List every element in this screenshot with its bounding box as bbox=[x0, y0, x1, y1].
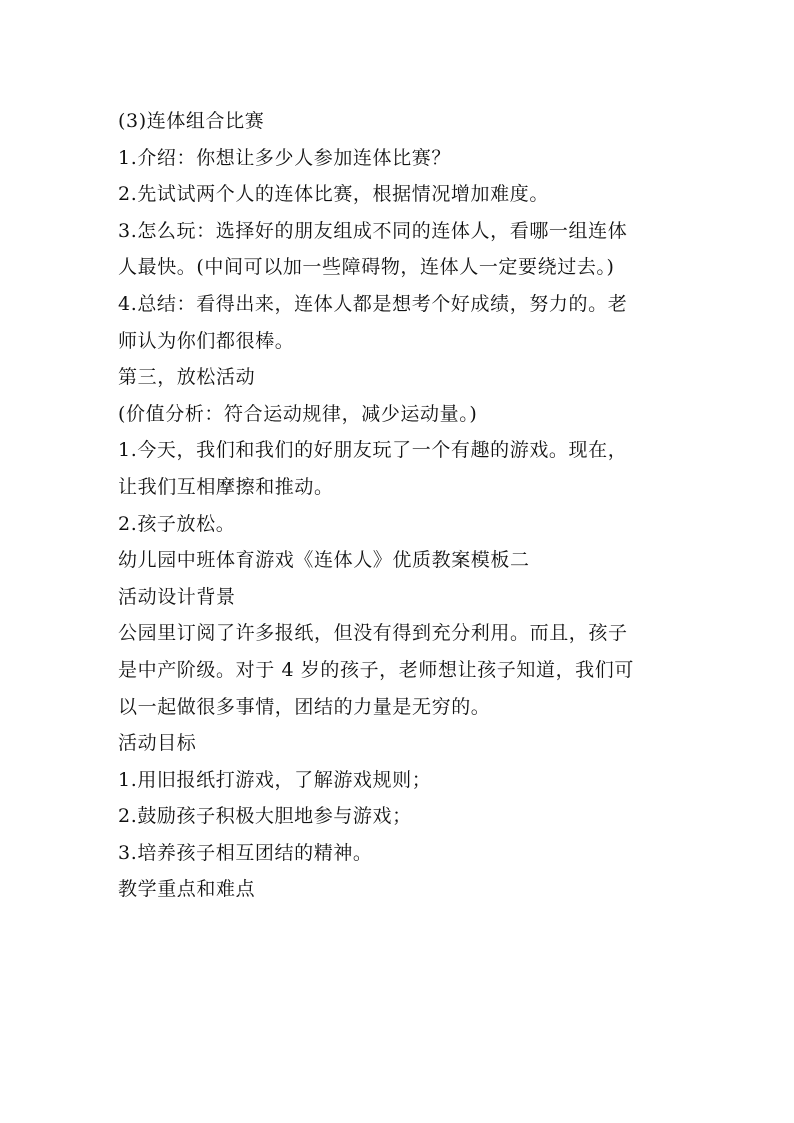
paragraph-line: 2.先试试两个人的连体比赛，根据情况增加难度。 bbox=[118, 183, 549, 206]
list-item: 2.鼓励孩子积极大胆地参与游戏； bbox=[118, 805, 412, 828]
paragraph-line: 是中产阶级。对于 4 岁的孩子，老师想让孩子知道，我们可 bbox=[118, 658, 634, 681]
paragraph-line: 1.介绍：你想让多少人参加连体比赛？ bbox=[118, 146, 451, 169]
paragraph-line: 2.孩子放松。 bbox=[118, 512, 236, 535]
section-heading-goals: 活动目标 bbox=[118, 732, 197, 755]
paragraph-line: 师认为你们都很棒。 bbox=[118, 329, 295, 352]
paragraph-line: 公园里订阅了许多报纸，但没有得到充分利用。而且，孩子 bbox=[118, 622, 628, 645]
section-heading-background: 活动设计背景 bbox=[118, 585, 236, 608]
document-body bbox=[118, 103, 688, 908]
paragraph-line: 1.今天，我们和我们的好朋友玩了一个有趣的游戏。现在， bbox=[118, 439, 628, 462]
list-item: 3.培养孩子相互团结的精神。 bbox=[118, 841, 373, 864]
paragraph-line: 3.怎么玩：选择好的朋友组成不同的连体人，看哪一组连体 bbox=[118, 219, 628, 242]
paragraph-line: 让我们互相摩擦和推动。 bbox=[118, 475, 334, 498]
paragraph-line: 人最快。(中间可以加一些障碍物，连体人一定要绕过去。) bbox=[118, 256, 615, 279]
list-item: 1.用旧报纸打游戏，了解游戏规则； bbox=[118, 768, 432, 791]
section-heading-key-points: 教学重点和难点 bbox=[118, 878, 256, 901]
paragraph-line: (价值分析：符合运动规律，减少运动量。) bbox=[118, 402, 478, 425]
document-title: 幼儿园中班体育游戏《连体人》优质教案模板二 bbox=[118, 549, 530, 572]
paragraph-line: 4.总结：看得出来，连体人都是想考个好成绩，努力的。老 bbox=[118, 292, 628, 315]
paragraph-line: 以一起做很多事情，团结的力量是无穷的。 bbox=[118, 695, 491, 718]
section-heading-combined-race: (3)连体组合比赛 bbox=[118, 110, 265, 132]
section-heading-relaxation: 第三，放松活动 bbox=[118, 366, 256, 389]
